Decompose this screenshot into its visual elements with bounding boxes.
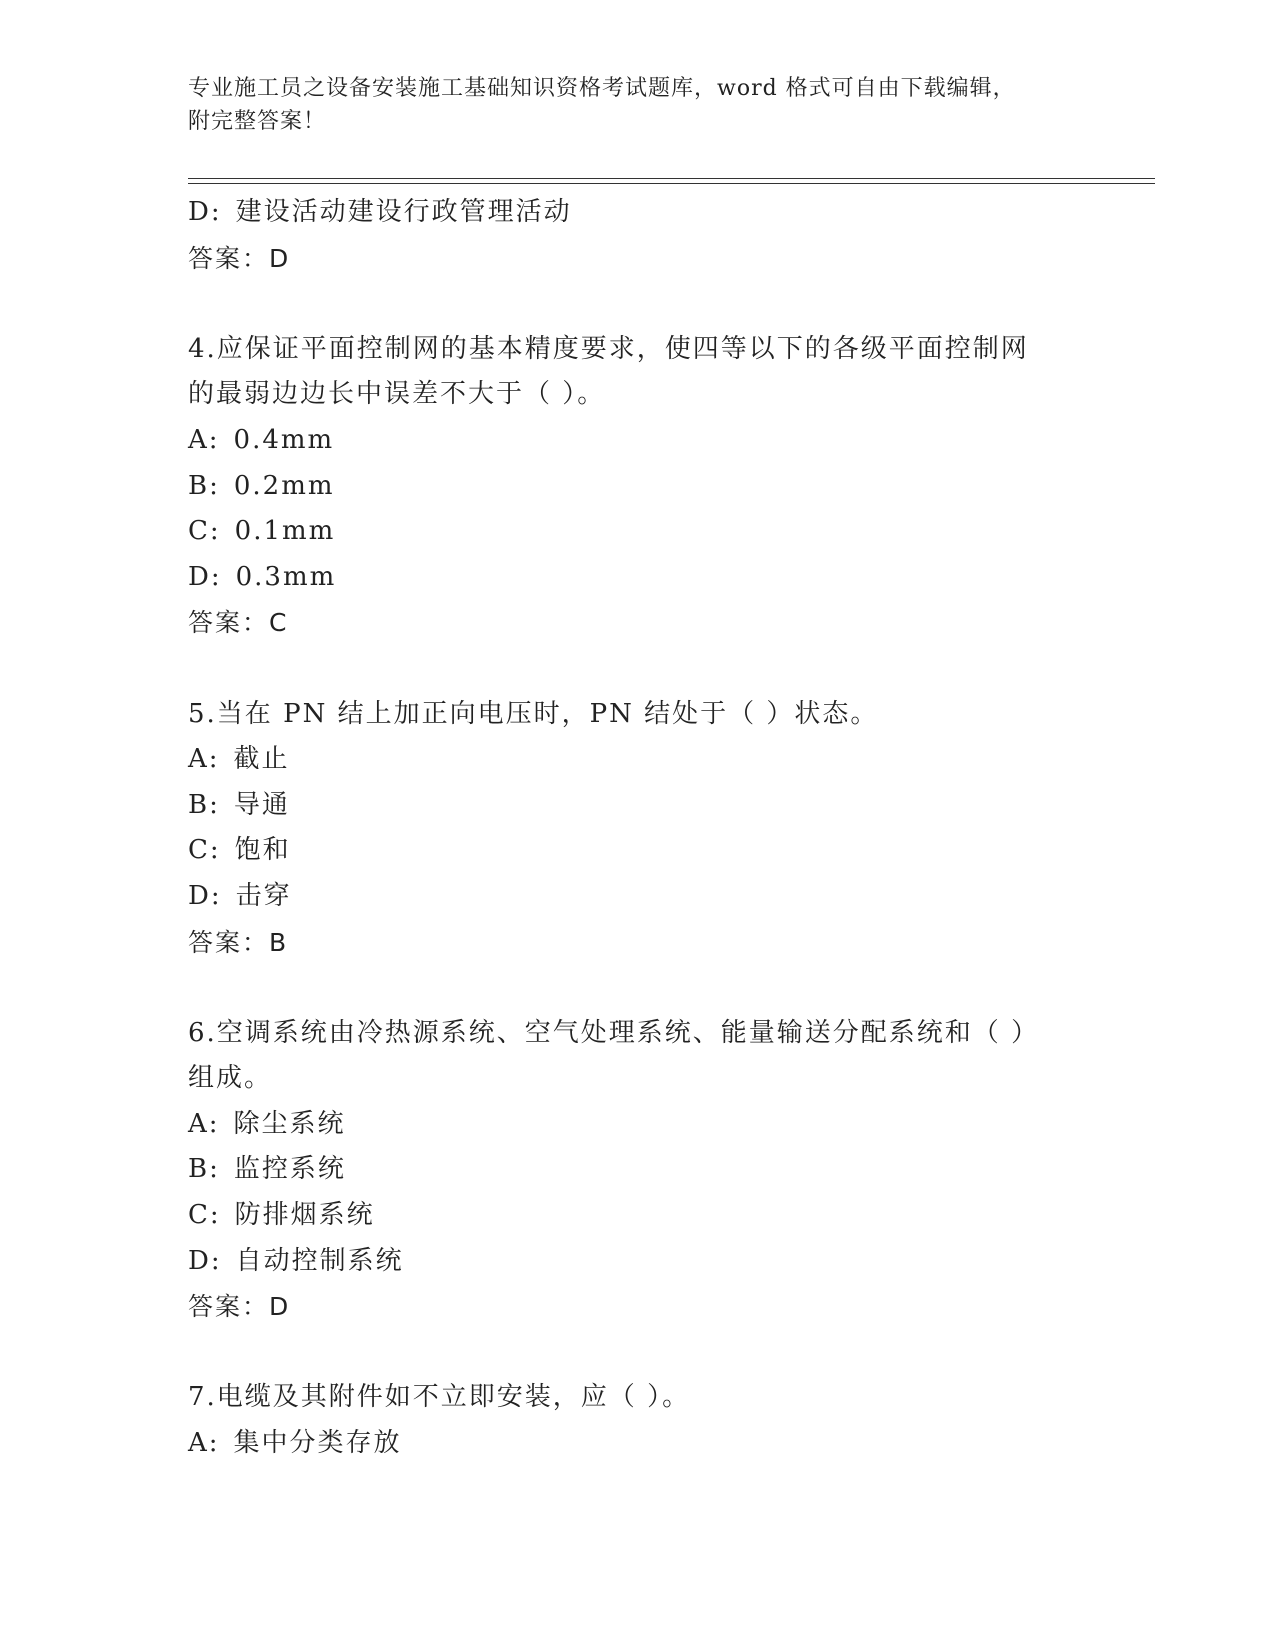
option-d (188, 1239, 1148, 1285)
header-line-2: 附完整答案！ (188, 109, 327, 134)
document-header (188, 72, 1168, 138)
question-4-text-line-2: 的最弱边边长中误差不大于（ ）。 (188, 379, 606, 410)
option-text: 击穿 (235, 880, 292, 911)
option-c (188, 828, 1148, 874)
option-d (188, 555, 1148, 601)
option-text: 导通 (233, 789, 290, 820)
option-label: A: (188, 1108, 220, 1139)
option-label: C: (188, 516, 221, 547)
answer: 答案：B (188, 927, 289, 957)
option-b (188, 464, 1148, 510)
option-a (188, 737, 1148, 783)
answer: 答案：C (188, 608, 289, 638)
question-7-text: 7.电缆及其附件如不立即安装，应（ ）。 (188, 1382, 691, 1413)
option-text: 截止 (233, 744, 290, 775)
option-text: 监控系统 (233, 1154, 346, 1185)
option-text: 0.2mm (233, 470, 335, 501)
question-6-text-line-2: 组成。 (188, 1063, 273, 1094)
option-a (188, 1102, 1148, 1148)
option-label: D: (188, 197, 222, 227)
header-line-1: 专业施工员之设备安装施工基础知识资格考试题库，word 格式可自由下载编辑， (188, 76, 1016, 101)
option-b (188, 783, 1148, 829)
option-label: C: (188, 835, 221, 866)
option-label: A: (188, 1428, 220, 1459)
question-6-text-line-1: 6.空调系统由冷热源系统、空气处理系统、能量输送分配系统和（ ） (188, 1017, 1040, 1048)
question-4-text-line-1: 4.应保证平面控制网的基本精度要求，使四等以下的各级平面控制网 (188, 333, 1029, 364)
option-b (188, 1147, 1148, 1193)
option-label: B: (188, 1154, 220, 1185)
option-c (188, 509, 1148, 555)
option-text: 饱和 (234, 835, 291, 866)
option-label: D: (188, 1245, 222, 1276)
header-divider-top (188, 178, 1155, 179)
option-a (188, 1421, 1148, 1467)
option-label: A: (188, 744, 220, 775)
option-label: A: (188, 424, 220, 455)
header-divider-bottom (188, 183, 1155, 184)
question-5-text: 5.当在 PN 结上加正向电压时，PN 结处于（ ）状态。 (188, 698, 879, 729)
option-a (188, 418, 1148, 464)
option-label: D: (188, 561, 222, 592)
option-text: 集中分类存放 (233, 1428, 402, 1459)
option-d (188, 874, 1148, 920)
option-label: B: (188, 789, 220, 820)
option-label: B: (188, 470, 220, 501)
option-c (188, 1193, 1148, 1239)
option-text: 除尘系统 (233, 1108, 346, 1139)
answer: 答案：D (188, 243, 291, 273)
option-label: C: (188, 1200, 221, 1231)
option-text: 防排烟系统 (234, 1200, 375, 1231)
option-d (188, 190, 1148, 236)
answer: 答案：D (188, 1292, 291, 1322)
option-text: 0.1mm (234, 516, 336, 547)
option-text: 建设活动建设行政管理活动 (235, 197, 572, 227)
option-text: 0.3mm (235, 561, 337, 592)
option-label: D: (188, 880, 222, 911)
option-text: 0.4mm (233, 424, 335, 455)
question-content (188, 190, 1148, 1467)
option-text: 自动控制系统 (235, 1245, 404, 1276)
